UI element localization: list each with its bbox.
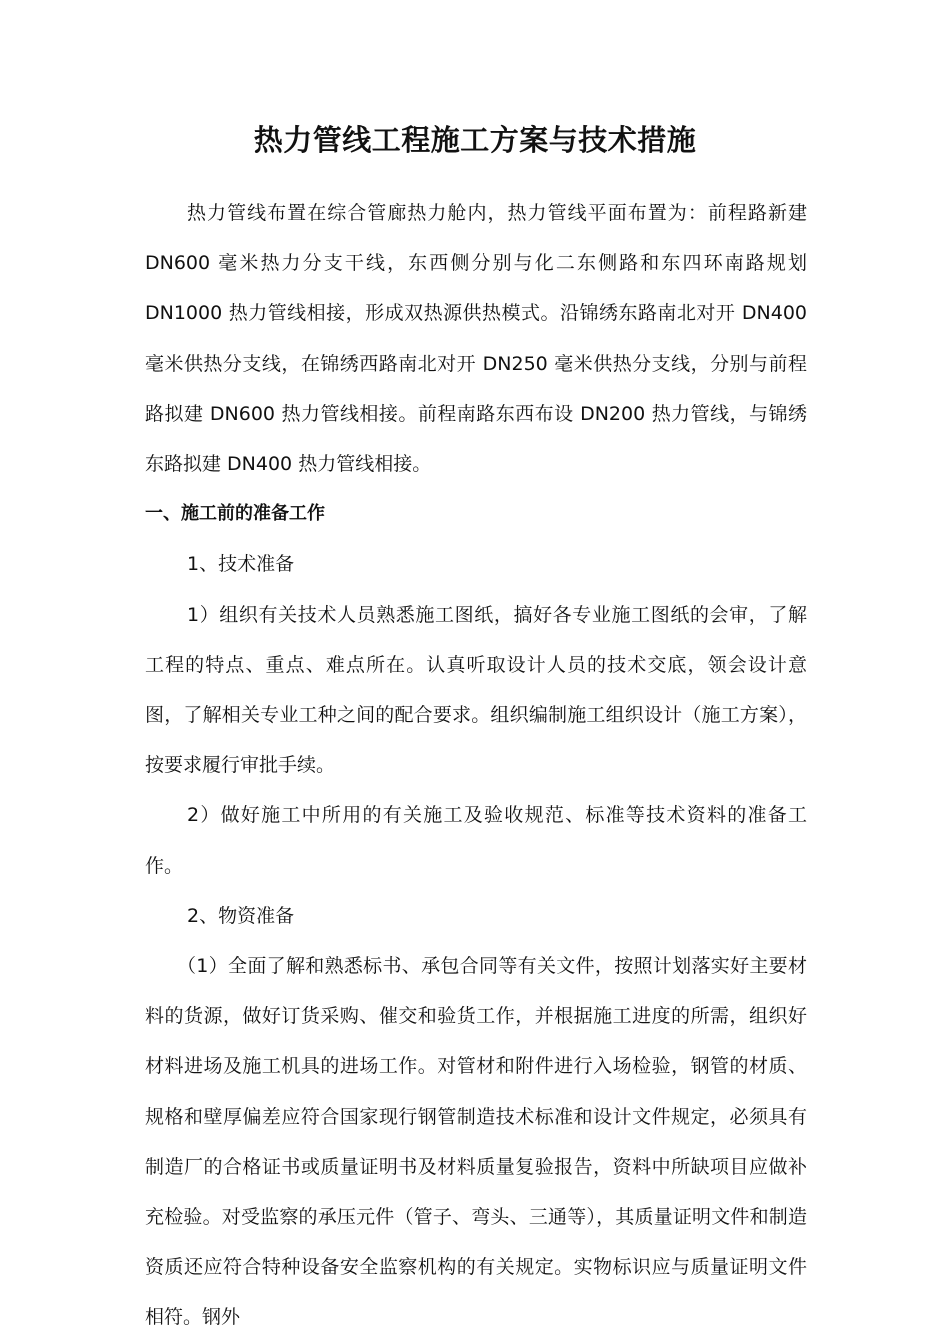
section-heading: 一、施工前的准备工作 — [145, 503, 325, 525]
materials-item-1: （1）全面了解和熟悉标书、承包合同等有关文件，按照计划落实好主要材料的货源，做好订货采购、催交和验货工作，并根据施工进度的所需，组织好材料进场及施工机具的进场工作。对管材和附件进行入场检验，钢管的材质、规格和壁厚偏差应符合国家现行钢管制造技术标准和设计文件规定，必须具有制造厂的合格证书或质量证明书及材料质量复验报告，资料中所缺项目应做补充检验。对受监察的承压元件（管子、弯头、三通等），其质量证明文件和制造资质还应符合特种设备安全监察机构的有关规定。实物标识应与质量证明文件相符。钢外 — [145, 955, 807, 1329]
subsection-heading-materials: 2、物资准备 — [187, 904, 295, 927]
technical-item-1: 1）组织有关技术人员熟悉施工图纸，搞好各专业施工图纸的会审，了解工程的特点、重点、难点所在。认真听取设计人员的技术交底，领会设计意图，了解相关专业工种之间的配合要求。组织编制施工组织设计（施工方案），按要求履行审批手续。 — [145, 603, 807, 777]
intro-paragraph: 热力管线布置在综合管廊热力舱内，热力管线平面布置为：前程路新建DN600 毫米热力分支干线，东西侧分别与化二东侧路和东四环南路规划DN1000 热力管线相接，形成双热源供热模式。沿锦绣东路南北对开 DN400 毫米供热分支线，在锦绣西路南北对开 DN250 毫米供热分支线，分别与前程路拟建 DN600 热力管线相接。前程南路东西布设 DN200 热力管线，与锦绣东路拟建 DN400 热力管线相接。 — [145, 202, 807, 476]
subsection-heading-technical: 1、技术准备 — [187, 553, 295, 576]
document-body — [145, 188, 807, 1343]
technical-item-2: 2）做好施工中所用的有关施工及验收规范、标准等技术资料的准备工作。 — [145, 804, 807, 877]
document-title: 热力管线工程施工方案与技术措施 — [253, 123, 697, 157]
